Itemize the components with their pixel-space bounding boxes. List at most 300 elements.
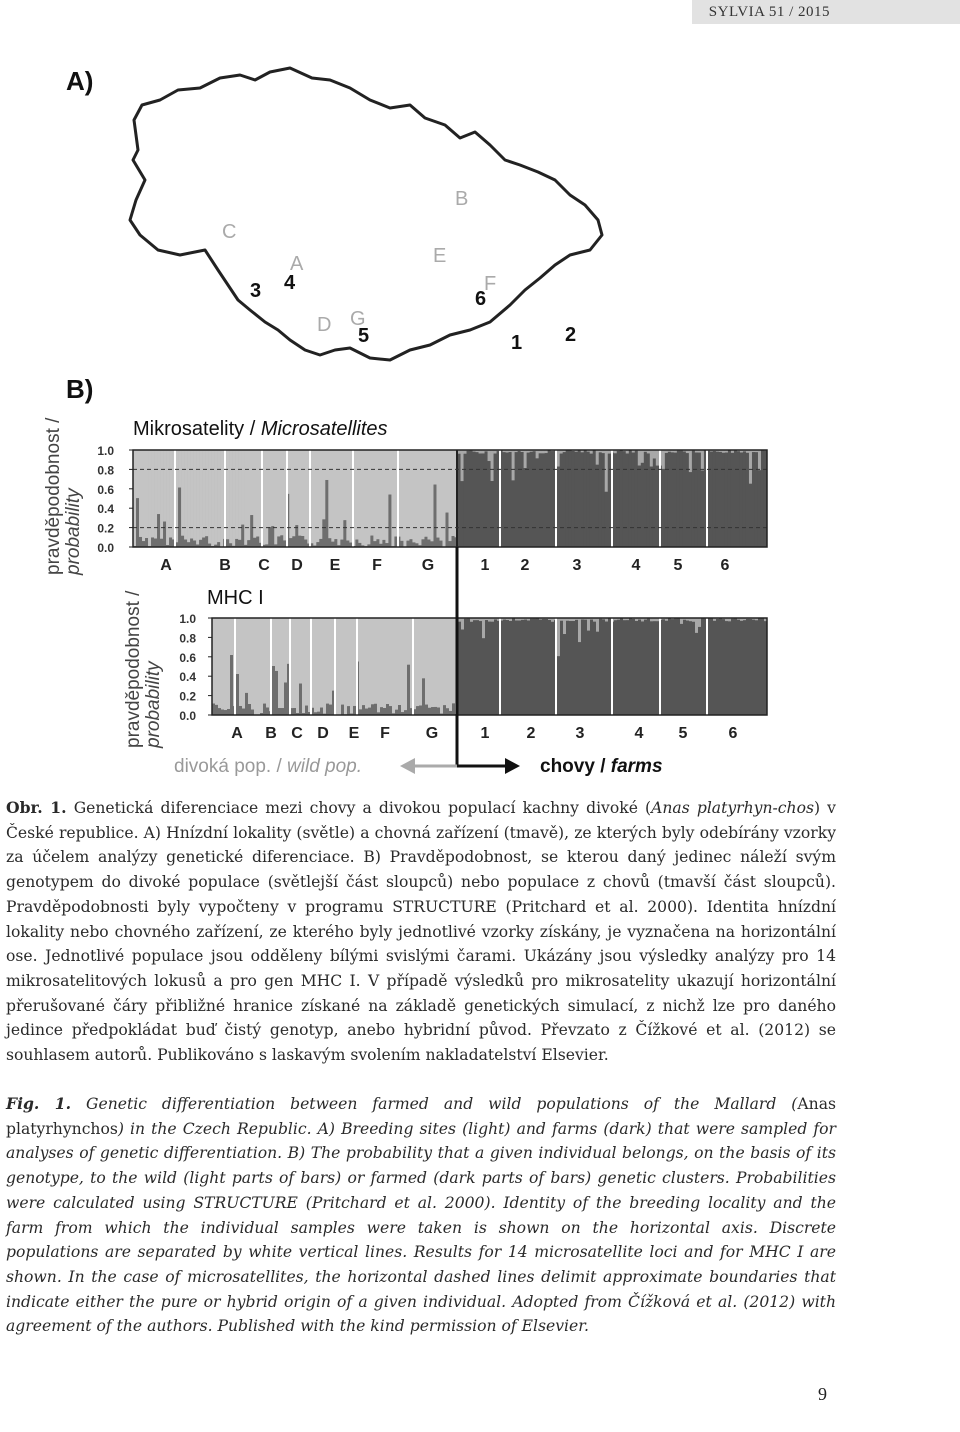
caption-cz-label: Obr. 1. bbox=[6, 798, 67, 817]
bar-farm bbox=[464, 619, 467, 715]
journal-header: SYLVIA 51 / 2015 bbox=[708, 4, 830, 20]
bar-farm bbox=[728, 450, 731, 547]
bar-farm bbox=[743, 451, 746, 547]
bar-farm bbox=[509, 621, 512, 715]
bar-farm bbox=[536, 618, 539, 715]
bar-wild bbox=[277, 450, 280, 536]
bar-farm bbox=[731, 453, 734, 547]
bar-wild bbox=[656, 450, 659, 466]
bar-wild bbox=[371, 618, 374, 704]
bar-wild bbox=[266, 618, 269, 708]
bar-wild bbox=[302, 618, 305, 713]
bar-farm bbox=[518, 451, 521, 547]
bar-farm bbox=[485, 451, 488, 547]
x-tick-label-G: G bbox=[425, 725, 439, 742]
x-tick-label-F: F bbox=[372, 557, 382, 574]
bar-farm bbox=[482, 638, 485, 715]
bar-farm bbox=[491, 622, 494, 715]
farm-6: 6 bbox=[475, 288, 487, 310]
bar-wild bbox=[442, 450, 445, 547]
bar-farm bbox=[376, 539, 379, 547]
bar-wild bbox=[398, 618, 401, 705]
bar-farm bbox=[458, 454, 461, 547]
x-tick-label-2: 2 bbox=[526, 725, 536, 742]
bar-farm bbox=[725, 621, 728, 715]
bar-farm bbox=[692, 622, 695, 715]
bar-farm bbox=[184, 540, 187, 547]
bar-farm bbox=[533, 619, 536, 715]
bar-farm bbox=[605, 492, 608, 547]
bar-wild bbox=[199, 450, 202, 540]
bar-farm bbox=[439, 541, 442, 547]
bar-wild bbox=[395, 618, 398, 710]
bar-farm bbox=[677, 618, 680, 715]
bar-farm bbox=[536, 458, 539, 547]
bar-farm bbox=[433, 485, 436, 547]
bar-farm bbox=[560, 621, 563, 715]
bar-wild bbox=[215, 618, 218, 705]
bar-wild bbox=[184, 450, 187, 540]
bar-wild bbox=[346, 450, 349, 541]
bar-farm bbox=[230, 655, 233, 715]
y-tick-label: 0.2 bbox=[97, 521, 114, 536]
bar-farm bbox=[539, 453, 542, 547]
y-tick-label: 0.4 bbox=[97, 502, 114, 517]
bar-farm bbox=[355, 540, 358, 547]
bar-farm bbox=[587, 631, 590, 715]
bar-wild bbox=[202, 450, 205, 538]
bar-farm bbox=[602, 453, 605, 547]
bar-farm bbox=[647, 619, 650, 715]
bar-farm bbox=[584, 450, 587, 547]
caption-en-text2: ) in the Czech Republic. A) Breeding sites (light) and farms (dark) that were sampled for analyses of genetic differentiation. B) The probability that a given individual belongs, on the basis of its genotype, to the wild (light parts of bars) or farmed (dark parts of bars) genetic clusters. Probabilities were calculated using STRUCTURE (Pritchard et al. 2000). Identity of the breeding locality and the farm from which the individual samples were taken is shown on the horizontal axis. Discrete populations are separated by white vertical lines. Results for 14 microsatellite loci and for MHC I are shown. In the case of microsatellites, the horizontal dashed lines delimit approximate boundaries that indicate either the pure or hybrid origin of a given individual. Adopted from Čížková et al. (2012) with agreement of the authors. Published with the kind permission of Elsevier. bbox=[6, 1119, 836, 1336]
bar-wild bbox=[421, 450, 424, 539]
bar-farm bbox=[464, 454, 467, 547]
bar-wild bbox=[299, 618, 302, 684]
bar-farm bbox=[425, 705, 428, 715]
bar-farm bbox=[485, 620, 488, 715]
bar-wild bbox=[392, 618, 395, 713]
x-tick-label-3: 3 bbox=[572, 557, 582, 574]
bar-farm bbox=[494, 454, 497, 547]
bar-farm bbox=[578, 642, 581, 715]
bar-farm bbox=[539, 620, 542, 715]
bar-farm bbox=[437, 708, 440, 715]
bar-farm bbox=[479, 453, 482, 547]
bar-farm bbox=[629, 450, 632, 547]
legend-farms-en: farms bbox=[610, 756, 663, 777]
bar-farm bbox=[650, 621, 653, 715]
bar-farm bbox=[569, 621, 572, 715]
caption-en-species: Anas platyrhynchos bbox=[6, 1095, 836, 1138]
bar-farm bbox=[395, 710, 398, 715]
bar-farm bbox=[383, 708, 386, 715]
bar-wild bbox=[154, 450, 157, 539]
x-tick-label-A: A bbox=[231, 725, 243, 742]
bar-wild bbox=[653, 450, 656, 458]
x-tick-label-5: 5 bbox=[678, 725, 688, 742]
bar-wild bbox=[680, 618, 683, 624]
bar-farm bbox=[263, 704, 266, 715]
bar-farm bbox=[398, 705, 401, 715]
bar-farm bbox=[749, 619, 752, 715]
bar-wild bbox=[296, 618, 299, 713]
bar-wild bbox=[320, 618, 323, 708]
bar-wild bbox=[301, 450, 304, 536]
bar-wild bbox=[355, 450, 358, 540]
caption-en bbox=[6, 1092, 836, 1339]
bar-farm bbox=[353, 706, 356, 715]
x-tick-label-A: A bbox=[160, 557, 172, 574]
bar-farm bbox=[428, 708, 431, 715]
bar-farm bbox=[635, 621, 638, 715]
bar-farm bbox=[250, 515, 253, 547]
bar-farm bbox=[380, 707, 383, 715]
bar-farm bbox=[479, 621, 482, 715]
bar-wild bbox=[193, 450, 196, 541]
chart-0 bbox=[97, 444, 767, 574]
bar-farm bbox=[533, 451, 536, 547]
bar-farm bbox=[626, 620, 629, 715]
bar-farm bbox=[620, 618, 623, 715]
y-tick-label: 0.4 bbox=[179, 670, 196, 685]
bar-farm bbox=[596, 632, 599, 715]
bar-wild bbox=[224, 618, 227, 710]
bar-farm bbox=[737, 620, 740, 715]
bar-wild bbox=[334, 450, 337, 539]
bar-farm bbox=[407, 665, 410, 715]
x-tick-label-6: 6 bbox=[728, 725, 738, 742]
bar-farm bbox=[746, 453, 749, 547]
bar-wild bbox=[638, 450, 641, 466]
bar-wild bbox=[596, 618, 599, 632]
bar-farm bbox=[548, 450, 551, 547]
bar-farm bbox=[713, 621, 716, 715]
bar-wild bbox=[136, 450, 139, 498]
bar-wild bbox=[383, 618, 386, 708]
bar-wild bbox=[265, 450, 268, 544]
bar-wild bbox=[557, 450, 560, 467]
bar-wild bbox=[418, 450, 421, 545]
bar-farm bbox=[253, 538, 256, 547]
bar-farm bbox=[215, 705, 218, 715]
y-tick-label: 0.6 bbox=[179, 650, 196, 665]
bar-wild bbox=[244, 450, 247, 545]
bar-wild bbox=[361, 450, 364, 545]
bar-wild bbox=[226, 450, 229, 539]
bar-farm bbox=[151, 537, 154, 547]
bar-wild bbox=[587, 618, 590, 631]
bar-farm bbox=[292, 536, 295, 547]
bar-farm bbox=[545, 619, 548, 715]
bar-wild bbox=[605, 450, 608, 492]
bar-farm bbox=[719, 619, 722, 715]
bar-farm bbox=[599, 619, 602, 715]
bar-wild bbox=[443, 618, 446, 705]
bar-farm bbox=[602, 619, 605, 715]
bar-farm bbox=[677, 451, 680, 547]
bar-farm bbox=[512, 480, 515, 547]
bar-farm bbox=[725, 453, 728, 547]
y-tick-label: 0.0 bbox=[179, 709, 196, 723]
bar-farm bbox=[617, 451, 620, 547]
bar-farm bbox=[698, 627, 701, 715]
bar-farm bbox=[572, 621, 575, 715]
bar-wild bbox=[401, 618, 404, 712]
bar-farm bbox=[142, 541, 145, 547]
chart-title-en: Microsatellites bbox=[260, 418, 388, 440]
bar-farm bbox=[373, 541, 376, 547]
bar-farm bbox=[289, 538, 292, 547]
bar-wild bbox=[689, 450, 692, 472]
bar-farm bbox=[193, 541, 196, 547]
bar-wild bbox=[148, 450, 151, 546]
y-tick-label: 0.0 bbox=[97, 541, 114, 555]
bar-farm bbox=[319, 539, 322, 547]
bar-wild bbox=[208, 450, 211, 544]
bar-farm bbox=[467, 619, 470, 715]
x-tick-label-B: B bbox=[219, 557, 231, 574]
bar-farm bbox=[227, 709, 230, 715]
bar-farm bbox=[386, 704, 389, 715]
bar-wild bbox=[232, 450, 235, 546]
bar-wild bbox=[445, 450, 448, 513]
bar-wild bbox=[407, 618, 410, 665]
bar-wild bbox=[256, 450, 259, 537]
bar-wild bbox=[272, 618, 275, 666]
bar-farm bbox=[566, 450, 569, 547]
chart-1 bbox=[179, 612, 767, 742]
bar-farm bbox=[632, 619, 635, 715]
bar-farm bbox=[608, 618, 611, 715]
bar-farm bbox=[620, 450, 623, 547]
bar-wild bbox=[376, 450, 379, 539]
bar-wild bbox=[650, 450, 653, 467]
bar-farm bbox=[421, 539, 424, 547]
bar-farm bbox=[647, 453, 650, 547]
bar-farm bbox=[277, 536, 280, 547]
bar-farm bbox=[746, 619, 749, 715]
bar-farm bbox=[488, 622, 491, 715]
bar-wild bbox=[169, 450, 172, 538]
bar-wild bbox=[160, 450, 163, 539]
bar-farm bbox=[331, 542, 334, 547]
bar-farm bbox=[530, 452, 533, 547]
bar-farm bbox=[343, 520, 346, 547]
bar-wild bbox=[241, 450, 244, 525]
bar-farm bbox=[650, 467, 653, 547]
bar-wild bbox=[254, 618, 257, 715]
bar-farm bbox=[695, 452, 698, 547]
x-tick-label-E: E bbox=[329, 557, 341, 574]
bar-wild bbox=[388, 450, 391, 495]
bar-wild bbox=[326, 618, 329, 704]
bar-farm bbox=[722, 619, 725, 715]
bar-wild bbox=[446, 618, 449, 708]
legend-farms-cz: chovy / bbox=[540, 756, 606, 777]
bar-farm bbox=[446, 708, 449, 715]
bar-farm bbox=[527, 621, 530, 715]
bar-wild bbox=[440, 618, 443, 714]
bar-wild bbox=[235, 450, 238, 539]
bar-farm bbox=[503, 620, 506, 715]
bar-farm bbox=[256, 537, 259, 547]
bar-farm bbox=[245, 693, 248, 715]
bar-wild bbox=[328, 450, 331, 538]
bar-wild bbox=[380, 618, 383, 707]
bar-farm bbox=[674, 453, 677, 547]
bar-wild bbox=[292, 450, 295, 536]
bar-farm bbox=[728, 621, 731, 715]
bar-wild bbox=[304, 450, 307, 540]
bar-wild bbox=[340, 450, 343, 540]
bar-farm bbox=[740, 621, 743, 715]
bar-wild bbox=[227, 618, 230, 709]
bar-farm bbox=[710, 452, 713, 547]
bar-farm bbox=[467, 451, 470, 547]
bar-wild bbox=[368, 618, 371, 708]
bar-farm bbox=[581, 619, 584, 715]
bar-farm bbox=[695, 633, 698, 715]
bar-farm bbox=[452, 703, 455, 715]
bar-farm bbox=[491, 481, 494, 547]
bar-farm bbox=[740, 452, 743, 547]
bar-farm bbox=[488, 461, 491, 547]
bar-farm bbox=[683, 451, 686, 547]
bar-farm bbox=[662, 619, 665, 715]
y-label-en: probability bbox=[143, 661, 164, 748]
bar-farm bbox=[247, 540, 250, 547]
wild-site-F: F bbox=[484, 273, 497, 295]
x-tick-label-D: D bbox=[291, 557, 303, 574]
bar-wild bbox=[253, 450, 256, 538]
bar-wild bbox=[385, 450, 388, 543]
x-tick-label-4: 4 bbox=[634, 725, 644, 742]
bar-wild bbox=[596, 450, 599, 465]
bar-farm bbox=[590, 454, 593, 547]
bar-wild bbox=[323, 618, 326, 714]
bar-wild bbox=[319, 450, 322, 539]
bar-wild bbox=[178, 450, 181, 488]
bar-wild bbox=[382, 450, 385, 540]
bar-farm bbox=[635, 451, 638, 547]
bar-farm bbox=[199, 540, 202, 547]
bar-farm bbox=[136, 498, 139, 547]
bar-wild bbox=[461, 450, 464, 481]
bar-farm bbox=[743, 620, 746, 715]
wild-site-C: C bbox=[222, 221, 237, 243]
bar-farm bbox=[515, 452, 518, 547]
bar-wild bbox=[257, 618, 260, 715]
bar-farm bbox=[272, 666, 275, 715]
y-tick-label: 0.8 bbox=[179, 631, 196, 646]
bar-farm bbox=[575, 452, 578, 547]
bar-farm bbox=[506, 620, 509, 715]
bar-farm bbox=[665, 453, 668, 547]
bar-farm bbox=[295, 525, 298, 547]
bar-farm bbox=[278, 708, 281, 715]
bar-farm bbox=[665, 621, 668, 715]
panel-a-label: A) bbox=[66, 66, 94, 96]
bar-wild bbox=[329, 618, 332, 705]
bar-farm bbox=[388, 495, 391, 547]
bar-farm bbox=[761, 618, 764, 715]
bar-wild bbox=[698, 618, 701, 627]
bar-farm bbox=[761, 450, 764, 547]
bar-farm bbox=[340, 540, 343, 547]
bar-farm bbox=[575, 620, 578, 715]
bar-wild bbox=[181, 450, 184, 536]
bar-wild bbox=[278, 618, 281, 708]
bar-farm bbox=[716, 452, 719, 547]
bar-farm bbox=[644, 620, 647, 715]
bar-farm bbox=[719, 452, 722, 547]
arrow-wild-head bbox=[400, 758, 415, 774]
bar-wild bbox=[238, 450, 241, 540]
bar-wild bbox=[245, 618, 248, 693]
bar-wild bbox=[377, 618, 380, 712]
bar-wild bbox=[364, 450, 367, 546]
bar-wild bbox=[758, 450, 761, 470]
x-tick-label-5: 5 bbox=[673, 557, 683, 574]
bar-wild bbox=[145, 450, 148, 538]
x-tick-label-C: C bbox=[258, 557, 270, 574]
x-tick-label-F: F bbox=[380, 725, 390, 742]
bar-wild bbox=[263, 618, 266, 704]
caption-cz-species: Anas platyrhyn-chos bbox=[651, 799, 814, 817]
bar-farm bbox=[346, 541, 349, 547]
bar-farm bbox=[169, 538, 172, 547]
bar-farm bbox=[400, 541, 403, 547]
bar-farm bbox=[374, 704, 377, 715]
bar-farm bbox=[698, 453, 701, 547]
farm-1: 1 bbox=[511, 332, 523, 354]
bar-farm bbox=[293, 708, 296, 715]
bar-farm bbox=[683, 620, 686, 715]
bar-farm bbox=[506, 453, 509, 547]
bar-wild bbox=[221, 618, 224, 710]
bar-wild bbox=[343, 450, 346, 520]
bar-wild bbox=[271, 450, 274, 526]
bar-wild bbox=[316, 450, 319, 542]
x-tick-label-D: D bbox=[317, 725, 329, 742]
bar-farm bbox=[587, 452, 590, 547]
bar-farm bbox=[299, 684, 302, 715]
bar-wild bbox=[452, 618, 455, 703]
bar-farm bbox=[482, 453, 485, 547]
bar-farm bbox=[284, 683, 287, 715]
bar-wild bbox=[268, 450, 271, 527]
bar-wild bbox=[461, 618, 464, 630]
bar-wild bbox=[512, 450, 515, 480]
bar-wild bbox=[563, 618, 566, 634]
bar-wild bbox=[749, 450, 752, 484]
bar-farm bbox=[218, 708, 221, 715]
bar-farm bbox=[271, 526, 274, 547]
bar-farm bbox=[623, 451, 626, 547]
bar-farm bbox=[530, 619, 533, 715]
bar-farm bbox=[590, 620, 593, 715]
bar-wild bbox=[641, 450, 644, 463]
panel-b-label: B) bbox=[66, 374, 94, 404]
bar-farm bbox=[701, 471, 704, 547]
bar-farm bbox=[689, 621, 692, 715]
farm-2: 2 bbox=[565, 324, 577, 346]
bar-farm bbox=[334, 539, 337, 547]
bar-wild bbox=[436, 450, 439, 538]
bar-farm bbox=[248, 704, 251, 715]
bar-wild bbox=[274, 450, 277, 544]
